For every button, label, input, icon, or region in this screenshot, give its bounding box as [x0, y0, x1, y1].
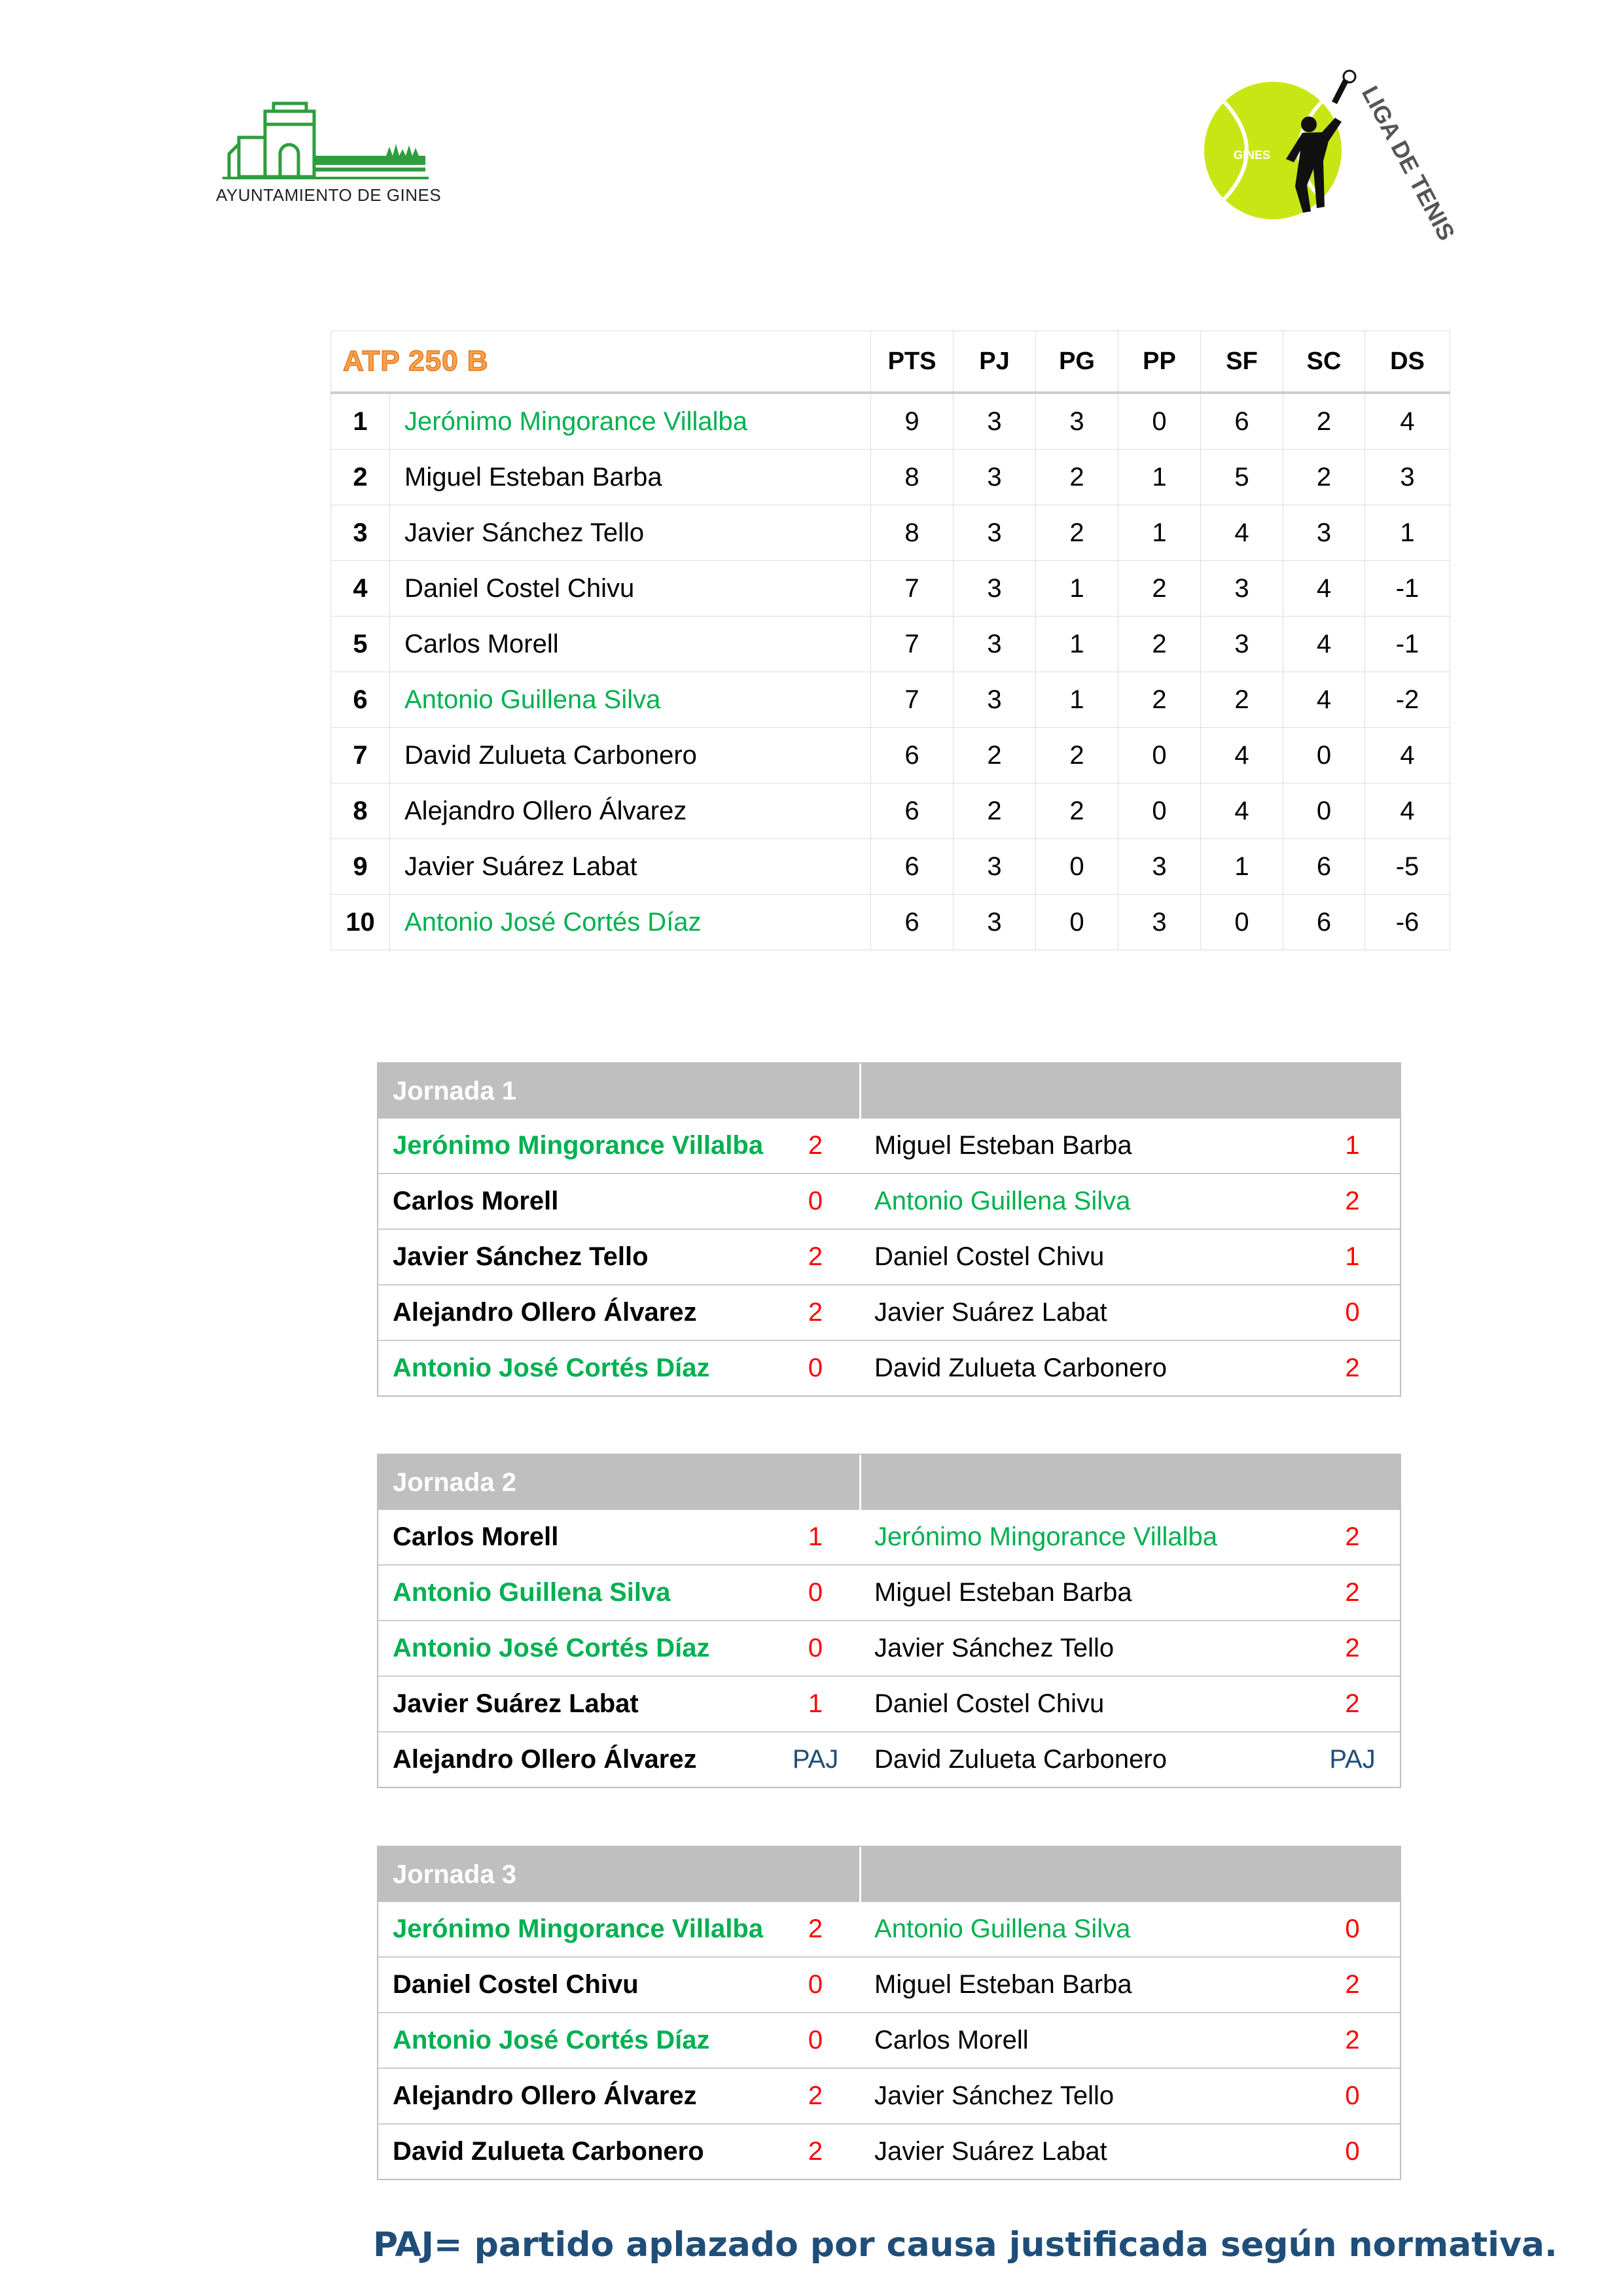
home-player: Javier Suárez Labat: [378, 1676, 771, 1732]
stat-ds: 4: [1365, 393, 1450, 450]
header-filler: [860, 1064, 1400, 1119]
player-name: Antonio Guillena Silva: [390, 672, 871, 728]
stat-pp: 0: [1118, 728, 1201, 783]
home-score: 2: [771, 1285, 860, 1340]
col-header: PG: [1036, 331, 1118, 393]
stat-pj: 2: [954, 728, 1036, 783]
stat-pj: 3: [954, 561, 1036, 617]
home-score: 2: [771, 1902, 860, 1957]
home-player: Carlos Morell: [378, 1174, 771, 1229]
stat-sf: 3: [1201, 617, 1283, 672]
home-score: 0: [771, 1621, 860, 1676]
away-player: Daniel Costel Chivu: [860, 1676, 1305, 1732]
liga-small-label: GINES: [1234, 149, 1271, 162]
stat-pg: 0: [1036, 895, 1118, 950]
away-player: Javier Sánchez Tello: [860, 1621, 1305, 1676]
home-score: 0: [771, 2013, 860, 2068]
home-player: Alejandro Ollero Álvarez: [393, 1745, 697, 1774]
stat-pts: 7: [871, 617, 954, 672]
stat-pg: 1: [1036, 617, 1118, 672]
rank: 2: [331, 450, 390, 505]
stat-pp: 0: [1118, 393, 1201, 450]
stat-pts: 9: [871, 393, 954, 450]
home-score: 0: [771, 1957, 860, 2013]
stat-pj: 2: [954, 783, 1036, 839]
home-score: 0: [771, 1174, 860, 1229]
home-score: 2: [808, 2137, 823, 2166]
stat-sc: 3: [1283, 505, 1365, 561]
match-row: [378, 1732, 1400, 1787]
player-name: Miguel Esteban Barba: [390, 450, 871, 505]
away-score: 0: [1305, 1285, 1400, 1340]
stat-pp: 0: [1118, 783, 1201, 839]
stat-sc: 6: [1283, 839, 1365, 895]
match-row: [378, 2068, 1400, 2124]
home-score: 0: [771, 1565, 860, 1621]
stat-pg: 2: [1036, 450, 1118, 505]
standings-title: ATP 250 B: [331, 331, 871, 393]
stat-sf: 4: [1201, 505, 1283, 561]
standings-row: [331, 561, 1450, 617]
stat-pg: 1: [1036, 672, 1118, 728]
stat-ds: -2: [1365, 672, 1450, 728]
away-player: Daniel Costel Chivu: [860, 1229, 1305, 1285]
stat-sc: 4: [1283, 617, 1365, 672]
jornada-table: [378, 1455, 1400, 1787]
stat-pj: 3: [954, 672, 1036, 728]
home-player: Carlos Morell: [378, 1510, 771, 1565]
home-player: Alejandro Ollero Álvarez: [378, 1285, 771, 1340]
jornada-header: [378, 1847, 1400, 1902]
home-score: 0: [808, 1354, 823, 1382]
col-header: DS: [1365, 331, 1450, 393]
stat-pg: 1: [1036, 561, 1118, 617]
standings-row: [331, 839, 1450, 895]
standings-header: [331, 331, 1450, 393]
stat-pj: 3: [954, 450, 1036, 505]
stat-sf: 4: [1201, 728, 1283, 783]
away-score: 2: [1305, 1565, 1400, 1621]
rank: 1: [331, 393, 390, 450]
standings-table: [330, 331, 1450, 950]
away-player: Javier Sánchez Tello: [860, 2068, 1305, 2124]
stat-sf: 0: [1201, 895, 1283, 950]
match-row: [378, 1174, 1400, 1229]
stat-sf: 1: [1201, 839, 1283, 895]
stat-pj: 3: [954, 393, 1036, 450]
stat-pj: 3: [954, 839, 1036, 895]
rank: 6: [331, 672, 390, 728]
col-header: SC: [1283, 331, 1365, 393]
stat-ds: -6: [1365, 895, 1450, 950]
home-score: 2: [771, 1119, 860, 1174]
away-player: Javier Suárez Labat: [874, 2137, 1107, 2166]
header-filler: [860, 1847, 1400, 1902]
stat-sc: 2: [1283, 450, 1365, 505]
away-score: PAJ: [1329, 1745, 1376, 1774]
standings-row: [331, 672, 1450, 728]
jornada-table: [378, 1064, 1400, 1395]
jornada-header: [378, 1064, 1400, 1119]
stat-pts: 7: [871, 672, 954, 728]
stat-pp: 2: [1118, 561, 1201, 617]
away-player: David Zulueta Carbonero: [874, 1354, 1167, 1382]
stat-pg: 2: [1036, 728, 1118, 783]
home-score: 2: [771, 2068, 860, 2124]
home-player: Javier Sánchez Tello: [378, 1229, 771, 1285]
stat-pts: 6: [871, 783, 954, 839]
stat-pp: 3: [1118, 895, 1201, 950]
match-row: [378, 1510, 1400, 1565]
home-player: Daniel Costel Chivu: [378, 1957, 771, 2013]
stat-sc: 6: [1283, 895, 1365, 950]
away-player: Miguel Esteban Barba: [860, 1565, 1305, 1621]
stat-pp: 1: [1118, 450, 1201, 505]
rank: 10: [331, 895, 390, 950]
away-player: Carlos Morell: [860, 2013, 1305, 2068]
home-score: 1: [771, 1510, 860, 1565]
away-score: 0: [1305, 2068, 1400, 2124]
standings-row: [331, 505, 1450, 561]
away-score: 2: [1305, 1510, 1400, 1565]
stat-pp: 2: [1118, 672, 1201, 728]
away-player: Antonio Guillena Silva: [860, 1902, 1305, 1957]
match-row: [378, 1119, 1400, 1174]
rank: 7: [331, 728, 390, 783]
match-row: [378, 2013, 1400, 2068]
player-name: Javier Suárez Labat: [390, 839, 871, 895]
stat-sf: 6: [1201, 393, 1283, 450]
home-player: Jerónimo Mingorance Villalba: [378, 1902, 771, 1957]
stat-sc: 2: [1283, 393, 1365, 450]
jornada-title: Jornada 3: [378, 1847, 860, 1902]
match-row: [378, 1902, 1400, 1957]
stat-pg: 2: [1036, 783, 1118, 839]
home-player: Antonio Guillena Silva: [378, 1565, 771, 1621]
away-score: 2: [1305, 2013, 1400, 2068]
col-header: PP: [1118, 331, 1201, 393]
jornada-title: Jornada 1: [378, 1064, 860, 1119]
away-score: 2: [1305, 1957, 1400, 2013]
away-score: 0: [1305, 1902, 1400, 1957]
footnote: PAJ= partido aplazado por causa justificada según normativa.: [373, 2225, 1558, 2265]
rank: 4: [331, 561, 390, 617]
home-player: David Zulueta Carbonero: [393, 2137, 704, 2166]
home-player: Jerónimo Mingorance Villalba: [378, 1119, 771, 1174]
home-score: PAJ: [792, 1745, 839, 1774]
player-name: Javier Sánchez Tello: [390, 505, 871, 561]
away-score: 1: [1305, 1229, 1400, 1285]
jornada-table: [378, 1847, 1400, 2179]
stat-ds: 3: [1365, 450, 1450, 505]
away-player: Miguel Esteban Barba: [860, 1957, 1305, 2013]
stat-ds: 4: [1365, 728, 1450, 783]
standings-row: [331, 728, 1450, 783]
home-player: Antonio José Cortés Díaz: [378, 2013, 771, 2068]
match-row: [378, 1565, 1400, 1621]
stat-pts: 6: [871, 839, 954, 895]
stat-ds: 4: [1365, 783, 1450, 839]
player-name: Jerónimo Mingorance Villalba: [390, 393, 871, 450]
away-score: 2: [1305, 1621, 1400, 1676]
stat-sf: 3: [1201, 561, 1283, 617]
match-row: [378, 2124, 1400, 2179]
stat-pts: 8: [871, 505, 954, 561]
stat-pts: 6: [871, 728, 954, 783]
match-row: [378, 1340, 1400, 1395]
stat-sc: 0: [1283, 783, 1365, 839]
stat-ds: -1: [1365, 561, 1450, 617]
rank: 3: [331, 505, 390, 561]
stat-sc: 4: [1283, 672, 1365, 728]
stat-pp: 2: [1118, 617, 1201, 672]
rank: 9: [331, 839, 390, 895]
rank: 8: [331, 783, 390, 839]
away-player: Jerónimo Mingorance Villalba: [860, 1510, 1305, 1565]
ayuntamiento-name: AYUNTAMIENTO DE GINES: [216, 185, 442, 205]
col-header: PJ: [954, 331, 1036, 393]
stat-pts: 7: [871, 561, 954, 617]
tennis-ball-player-icon: [1198, 62, 1461, 245]
header-filler: [860, 1455, 1400, 1510]
standings-row: [331, 895, 1450, 950]
away-score: 2: [1345, 1354, 1360, 1382]
match-row: [378, 1285, 1400, 1340]
home-score: 1: [771, 1676, 860, 1732]
match-row: [378, 1621, 1400, 1676]
player-name: Alejandro Ollero Álvarez: [390, 783, 871, 839]
stat-sf: 4: [1201, 783, 1283, 839]
standings-row: [331, 393, 1450, 450]
stat-pts: 6: [871, 895, 954, 950]
home-player: Antonio José Cortés Díaz: [393, 1354, 710, 1382]
liga-title: LIGA DE TENIS: [1356, 81, 1461, 245]
home-player: Alejandro Ollero Álvarez: [378, 2068, 771, 2124]
stat-ds: -1: [1365, 617, 1450, 672]
standings-row: [331, 450, 1450, 505]
stat-ds: 1: [1365, 505, 1450, 561]
stat-ds: -5: [1365, 839, 1450, 895]
liga-tenis-logo: [1198, 62, 1461, 245]
away-player: Miguel Esteban Barba: [860, 1119, 1305, 1174]
player-name: Carlos Morell: [390, 617, 871, 672]
ayuntamiento-logo: [209, 98, 484, 216]
town-hall-icon: [209, 98, 484, 187]
col-header: PTS: [871, 331, 954, 393]
stat-pj: 3: [954, 617, 1036, 672]
match-row: [378, 1676, 1400, 1732]
player-name: Daniel Costel Chivu: [390, 561, 871, 617]
stat-sf: 5: [1201, 450, 1283, 505]
stat-pp: 1: [1118, 505, 1201, 561]
player-name: David Zulueta Carbonero: [390, 728, 871, 783]
stat-pg: 0: [1036, 839, 1118, 895]
stat-pj: 3: [954, 505, 1036, 561]
away-score: 0: [1345, 2137, 1360, 2166]
stat-pg: 2: [1036, 505, 1118, 561]
away-player: David Zulueta Carbonero: [874, 1745, 1167, 1774]
player-name: Antonio José Cortés Díaz: [390, 895, 871, 950]
away-score: 2: [1305, 1174, 1400, 1229]
home-player: Antonio José Cortés Díaz: [378, 1621, 771, 1676]
away-player: Antonio Guillena Silva: [860, 1174, 1305, 1229]
stat-sc: 4: [1283, 561, 1365, 617]
away-player: Javier Suárez Labat: [860, 1285, 1305, 1340]
match-row: [378, 1229, 1400, 1285]
away-score: 2: [1305, 1676, 1400, 1732]
stat-pp: 3: [1118, 839, 1201, 895]
away-score: 1: [1305, 1119, 1400, 1174]
col-header: SF: [1201, 331, 1283, 393]
home-score: 2: [771, 1229, 860, 1285]
rank: 5: [331, 617, 390, 672]
stat-sf: 2: [1201, 672, 1283, 728]
standings-row: [331, 783, 1450, 839]
jornada-title: Jornada 2: [378, 1455, 860, 1510]
standings-row: [331, 617, 1450, 672]
stat-pts: 8: [871, 450, 954, 505]
stat-pj: 3: [954, 895, 1036, 950]
stat-pg: 3: [1036, 393, 1118, 450]
jornada-header: [378, 1455, 1400, 1510]
stat-sc: 0: [1283, 728, 1365, 783]
match-row: [378, 1957, 1400, 2013]
